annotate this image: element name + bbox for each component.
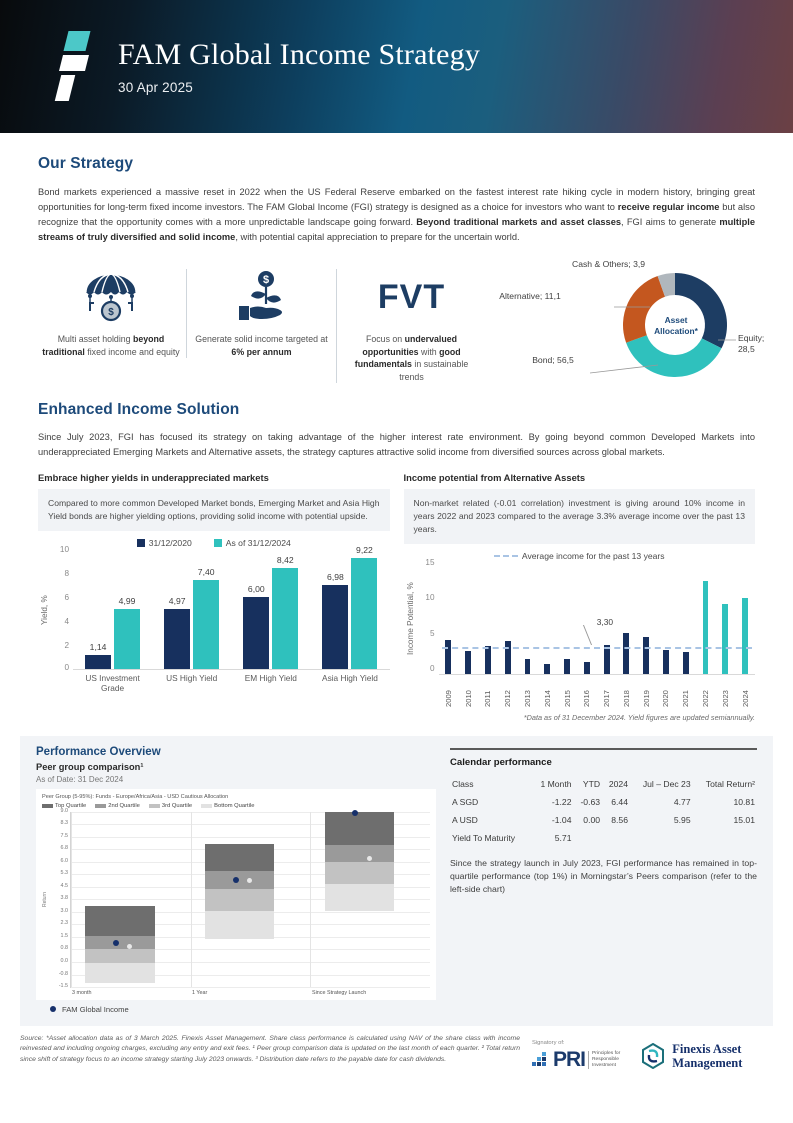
- bar: [683, 652, 689, 674]
- tick-label: 5.3: [60, 869, 68, 876]
- performance-paragraph: Since the strategy launch in July 2023, FGI performance has remained in top-quartile performance (top 1%) in Morningstar’s Peers comparison (refer to the left-side chart): [450, 858, 757, 895]
- quartile-band: [85, 949, 154, 963]
- yield-x-labels: [73, 670, 390, 694]
- tick-label: 0.8: [60, 944, 68, 951]
- category-separator: [71, 812, 72, 987]
- page-title: FAM Global Income Strategy: [118, 38, 481, 71]
- year-label: 2013: [523, 690, 533, 707]
- bar: [703, 581, 709, 674]
- leader-line: [583, 625, 603, 645]
- tick-label: -0.8: [58, 971, 68, 978]
- bar-group: [82, 550, 142, 669]
- feature-fvt: [336, 269, 486, 383]
- bar: [193, 567, 219, 669]
- slice-equity: [675, 273, 727, 348]
- yield-chart-title: Embrace higher yields in underappreciated markets: [38, 472, 269, 484]
- year-label: 2010: [463, 690, 473, 707]
- fgi-data-point: [113, 940, 119, 946]
- page-footer: [0, 1026, 793, 1072]
- quartile-band: [205, 911, 274, 939]
- donut-label-bond: Bond; 56,5: [532, 355, 574, 366]
- table-cell: 5.95: [673, 814, 691, 825]
- feature-list: [36, 269, 486, 383]
- fvt-text: FVT: [377, 277, 446, 316]
- feature-solid-income: [186, 269, 336, 358]
- year-label: 2019: [641, 690, 651, 707]
- bar-group: [162, 550, 222, 669]
- calendar-performance-table: [450, 775, 757, 847]
- signatory-label: Signatory of:: [532, 1039, 565, 1046]
- tick-label: 9.0: [60, 807, 68, 814]
- performance-title: Performance Overview: [36, 745, 161, 758]
- income-y-ticks: 15 10 5 0: [425, 557, 435, 673]
- source-disclaimer: Source: *Asset allocation data as of 3 March 2025. Finexis Asset Management. Share class performance is calculated using NAV of the share class with income reinvested and including ongoing charges, excluding any entry and exit fees. ¹ Peer group comparison data is updated on the last month of each quarter. ² Total return since shift of strategy focus to an income strategy starting July 2023 onwards. ³ Distribution date refers to the payable date for cash dividends.: [20, 1034, 520, 1064]
- ytm-value: 5.71: [554, 833, 572, 844]
- table-header-cell: Jul – Dec 23: [642, 778, 691, 789]
- category-label: US Investment Grade: [85, 673, 140, 694]
- peer-quartile-chart: [36, 789, 436, 1000]
- tick-label: -1.5: [58, 982, 68, 989]
- performance-subtitle: Peer group comparison¹: [36, 761, 144, 772]
- quartile-band: [325, 862, 394, 884]
- yield-chart-plot: [38, 545, 390, 673]
- feature-caption: Multi asset holding beyond traditional fixed income and equity: [42, 334, 180, 357]
- fam-logo-icon: [58, 31, 100, 103]
- year-label: 2009: [443, 690, 453, 707]
- tick-label: 6.8: [60, 844, 68, 851]
- quartile-bands: [70, 812, 430, 987]
- quartile-band: [205, 844, 274, 871]
- bar: [243, 584, 269, 669]
- asset-allocation-chart: [490, 255, 765, 387]
- table-row: [450, 811, 757, 829]
- quartile-band: [85, 936, 154, 949]
- bar: [85, 642, 111, 669]
- bar-group: [320, 545, 380, 669]
- enhanced-income-heading: Enhanced Income Solution: [38, 401, 240, 419]
- svg-text:$: $: [108, 307, 114, 319]
- year-label: 2021: [681, 690, 691, 707]
- quartile-y-ticks: [50, 807, 70, 989]
- ytm-label: Yield To Maturity: [452, 832, 516, 843]
- yield-y-ticks: 10 8 6 4 2 0: [59, 545, 69, 673]
- category-label: Asia High Yield: [322, 673, 378, 684]
- tick-label: 3.8: [60, 894, 68, 901]
- finexis-name-line1: Finexis Asset: [672, 1041, 742, 1056]
- table-cell: 15.01: [733, 814, 755, 825]
- fgi-data-point: [233, 877, 239, 883]
- year-label: 2022: [701, 690, 711, 707]
- legend-item: [201, 803, 254, 809]
- bar: [465, 651, 471, 674]
- table-header-cell: Class: [452, 778, 474, 789]
- bar: [643, 637, 649, 674]
- income-chart-card: [404, 472, 756, 722]
- bar-value-label: 7,40: [197, 567, 215, 578]
- bar-value-label: 6,00: [247, 584, 265, 595]
- legend-item-2020: 31/12/2020: [137, 538, 192, 548]
- peer-group-caption: Peer Group (5-95%): Funds - Europe/Africa/Asia - USD Cautious Allocation: [42, 793, 229, 800]
- category-separator: [310, 812, 311, 987]
- income-chart-note: Non-market related (-0.01 correlation) investment is giving around 10% income in years 2022 and 2023 compared to the average 3.3% average income over the past 13 years.: [404, 489, 756, 544]
- donut-label-alternative: Alternative; 11,1: [499, 291, 561, 302]
- quartile-band: [325, 812, 394, 845]
- table-cell: -1.04: [551, 814, 572, 825]
- donut-label-cash: Cash & Others; 3,9: [572, 259, 646, 270]
- year-label: 2015: [562, 690, 572, 707]
- svg-text:$: $: [262, 274, 269, 287]
- table-cell: 8.56: [611, 814, 628, 825]
- category-label: US High Yield: [166, 673, 218, 684]
- report-date: 30 Apr 2025: [118, 80, 194, 95]
- table-cell-empty: [693, 829, 757, 847]
- feature-caption: Focus on undervalued opportunities with good fundamentals in sustainable trends: [354, 334, 469, 382]
- table-cell-empty: [602, 829, 630, 847]
- page-header: [0, 0, 793, 133]
- pri-text: PRI: [553, 1047, 586, 1071]
- income-y-axis-label: Income Potential, %: [405, 582, 415, 656]
- year-label: 2014: [542, 690, 552, 707]
- income-bars: [439, 563, 756, 675]
- umbrella-coin-icon: [42, 269, 180, 325]
- yield-to-maturity-row: [450, 829, 757, 847]
- income-chart-title: Income potential from Alternative Assets: [403, 472, 586, 484]
- legend-label: 2nd Quartile: [108, 802, 140, 809]
- bar: [584, 662, 590, 674]
- donut-label-equity: Equity; 28,5: [738, 333, 765, 355]
- bar: [445, 640, 451, 674]
- table-cell: -0.63: [580, 796, 601, 807]
- pri-squares-icon: [532, 1052, 550, 1068]
- bar: [544, 664, 550, 674]
- income-chart-legend: [404, 551, 756, 561]
- tick-label: 3.0: [60, 907, 68, 914]
- bar: [663, 650, 669, 674]
- bar-value-label: 8,42: [276, 555, 294, 566]
- year-label: 2012: [503, 690, 513, 707]
- quartile-band: [325, 884, 394, 912]
- fgi-legend: [36, 1005, 436, 1014]
- year-label: 2024: [740, 690, 750, 707]
- fgi-legend-label: FAM Global Income: [62, 1004, 129, 1014]
- tick-label: 4.5: [60, 882, 68, 889]
- tick-label: 6.0: [60, 857, 68, 864]
- our-strategy-heading: Our Strategy: [38, 155, 134, 172]
- income-chart-plot: [404, 557, 756, 675]
- year-label: 2023: [720, 690, 730, 707]
- finexis-name-line2: Management: [672, 1055, 743, 1070]
- tick-label: 1.5: [60, 932, 68, 939]
- year-label: 2011: [483, 690, 493, 707]
- bar-value-label: 1,14: [89, 642, 107, 653]
- fgi-dot-icon: [50, 1006, 56, 1012]
- table-cell: 4.77: [673, 796, 691, 807]
- tick-label: 7.5: [60, 832, 68, 839]
- year-label: 2017: [602, 690, 612, 707]
- table-row: [450, 793, 757, 811]
- category-label: EM High Yield: [244, 673, 297, 684]
- table-header-cell: 1 Month: [540, 778, 572, 789]
- bar-group: [241, 550, 301, 669]
- quartile-band: [205, 871, 274, 889]
- tick-label: 0.0: [60, 957, 68, 964]
- pri-subtext: Principles for Responsible Investment: [588, 1051, 620, 1069]
- bar: [351, 545, 377, 669]
- gridline: [71, 987, 430, 988]
- performance-as-of: As of Date: 31 Dec 2024: [36, 774, 124, 784]
- bar: [114, 596, 140, 669]
- bar-value-label: 4,97: [168, 596, 186, 607]
- quartile-legend: [42, 803, 430, 809]
- average-income-label: 3,30: [596, 617, 614, 628]
- category-separator: [191, 812, 192, 987]
- yield-y-axis-label: Yield, %: [40, 595, 49, 625]
- table-cell-empty: [574, 829, 603, 847]
- table-header-cell: YTD: [582, 778, 601, 789]
- tick-label: 8.3: [60, 819, 68, 826]
- yield-bars: [73, 545, 390, 670]
- bar: [485, 646, 491, 674]
- category-label: Since Strategy Launch: [312, 989, 367, 996]
- table-cell-empty: [630, 829, 693, 847]
- table-header-row: [450, 775, 757, 793]
- table-header-cell: Total Return²: [705, 778, 755, 789]
- enhanced-income-paragraph: Since July 2023, FGI has focused its strategy on taking advantage of the higher interest rate environment. By going beyond common Developed Markets into underappreciated Emerging Markets and Alternative assets, the strategy captures attractive solid income from diversified sources across global markets.: [38, 432, 755, 458]
- category-label: 1 Year: [192, 989, 208, 996]
- bar: [322, 572, 348, 669]
- bar: [742, 598, 748, 674]
- bar: [525, 659, 531, 674]
- bar: [722, 604, 728, 674]
- table-cell: 0.00: [583, 814, 601, 825]
- legend-item: [149, 803, 192, 809]
- income-chart-footnote: *Data as of 31 December 2024. Yield figures are updated semiannually.: [523, 712, 755, 722]
- yield-chart-note: Compared to more common Developed Market bonds, Emerging Market and Asia High Yield bonds are higher yielding options, providing solid income with potential upside.: [38, 489, 390, 531]
- table-cell: A USD: [452, 814, 478, 825]
- year-label: 2018: [621, 690, 631, 707]
- year-label: 2016: [582, 690, 592, 707]
- quartile-band: [325, 845, 394, 862]
- table-cell: -1.22: [551, 796, 572, 807]
- feature-caption: Generate solid income targeted at 6% per annum: [195, 334, 328, 357]
- bar-value-label: 6,98: [327, 572, 344, 583]
- performance-overview-panel: [20, 736, 773, 1026]
- bar-value-label: 9,22: [356, 545, 373, 556]
- legend-item: [95, 803, 140, 809]
- bar: [272, 555, 298, 669]
- legend-label: Top Quartile: [55, 802, 87, 809]
- finexis-mark-icon: [640, 1043, 666, 1069]
- calendar-performance-title: Calendar performance: [450, 756, 552, 768]
- yield-chart-legend: [38, 538, 390, 548]
- quartile-band: [85, 906, 154, 936]
- table-cell: 10.81: [733, 796, 755, 807]
- bar: [564, 659, 570, 674]
- donut-center-label: Asset Allocation*: [654, 315, 698, 336]
- legend-item-average: Average income for the past 13 years: [494, 551, 665, 561]
- table-cell: A SGD: [452, 796, 479, 807]
- year-label: 2020: [661, 690, 671, 707]
- category-label: 3 month: [72, 989, 92, 996]
- finexis-logo: [640, 1042, 742, 1070]
- our-strategy-paragraph: Bond markets experienced a massive reset in 2022 when the US Federal Reserve embarked on the fastest interest rate hiking cycle in modern history, bringing great opportunities for long-term fixed income investors. The FAM Global Income (FGI) strategy is designed as a choice for investors who want to receive regular income but also recognize that the opportunity comes with a more unpredictable landscape going forward. Beyond traditional markets and asset classes, FGI aims to generate multiple streams of truly diversified and solid income, with potential capital appreciation to prepare for the uncertain world.: [38, 187, 755, 243]
- bar: [604, 645, 610, 674]
- bar: [623, 633, 629, 674]
- legend-label: Bottom Quartile: [214, 802, 255, 809]
- legend-label: 3rd Quartile: [161, 802, 193, 809]
- pri-logo: [532, 1040, 620, 1072]
- average-income-line: [442, 647, 752, 649]
- table-cell: 6.44: [611, 796, 628, 807]
- quartile-band: [205, 889, 274, 911]
- bar-value-label: 4,99: [118, 596, 136, 607]
- quartile-y-axis-label: Return: [42, 891, 48, 907]
- table-header-cell: 2024: [608, 778, 628, 789]
- fvt-logo-icon: [343, 269, 480, 325]
- legend-item-2024: As of 31/12/2024: [214, 538, 291, 548]
- slice-bond: [626, 335, 721, 377]
- tick-label: 2.3: [60, 919, 68, 926]
- bar: [164, 596, 190, 669]
- feature-multi-asset: [36, 269, 186, 358]
- income-x-labels: [439, 675, 756, 707]
- hand-plant-money-icon: [193, 269, 330, 325]
- quartile-x-labels: [70, 987, 430, 996]
- quartile-band: [85, 963, 154, 983]
- peer-median-point: [247, 878, 252, 883]
- yield-chart-card: [38, 472, 390, 722]
- calendar-divider: [450, 748, 757, 750]
